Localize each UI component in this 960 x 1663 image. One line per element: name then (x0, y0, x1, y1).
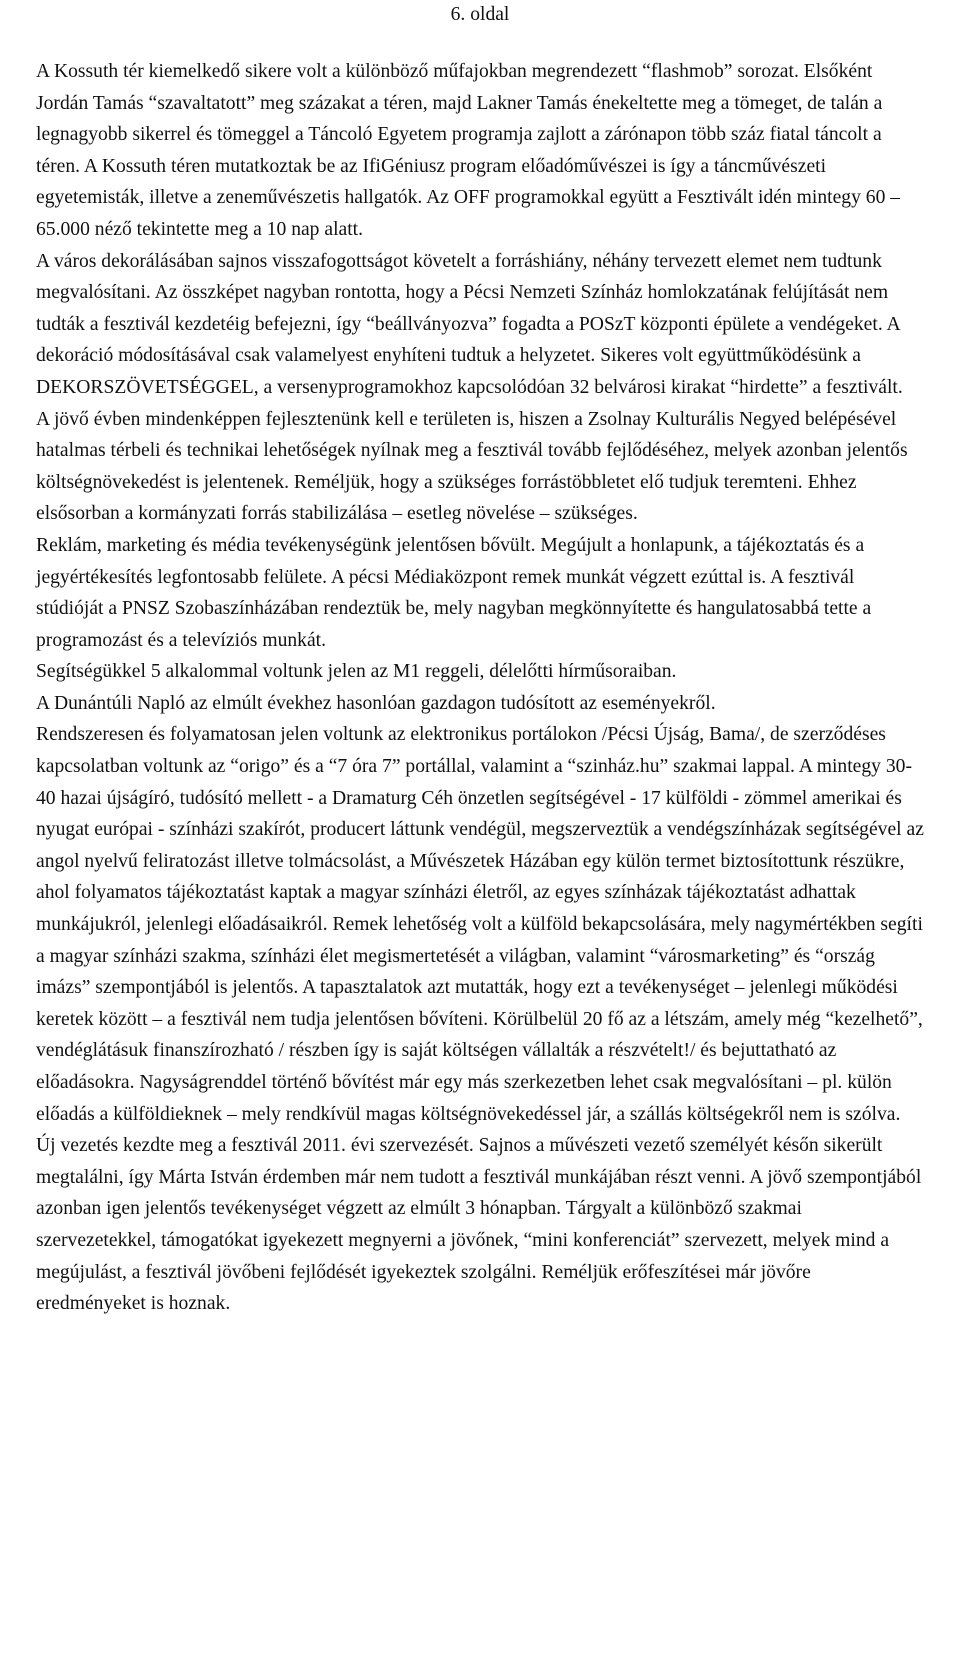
page-number: 6. oldal (450, 4, 510, 25)
paragraph-kossuth-flashmob: A Kossuth tér kiemelkedő sikere volt a különböző műfajokban megrendezett “flashmob” sorozat. Elsőként Jordán Tamás “szavaltatott” meg százakat a téren, majd Lakner Tamás énekeltette meg a tömeget, de talán a legnagyobb sikerrel és tömeggel a Táncoló Egyetem programja zajlott a zárónapon több száz fiatal táncolt a téren. A Kossuth téren mutatkoztak be az IfiGéniusz program előadóművészei is így a táncművészeti egyetemisták, illetve a zeneművészetis hallgatók. Az OFF programokkal együtt a Fesztivált idén mintegy 60 – 65.000 néző tekintette meg a 10 nap alatt. (36, 61, 901, 240)
body-text (36, 56, 924, 1320)
paragraph-marketing-media: Reklám, marketing és média tevékenységünk jelentősen bővült. Megújult a honlapunk, a tájékoztatás és a jegyértékesítés legfontosabb felülete. A pécsi Médiaközpont remek munkát végzett ezúttal is. A fesztivál stúdióját a PNSZ Szobaszínházában rendeztük be, mely nagyban megkönnyítette és hangulatosabbá tette a programozást és a televíziós munkát. (36, 534, 872, 651)
paragraph-dunantuli-naplo: A Dunántúli Napló az elmúlt évekhez hasonlóan gazdagon tudósított az eseményekről. (36, 692, 716, 714)
paragraph-new-leadership: Új vezetés kezdte meg a fesztivál 2011. évi szervezését. Sajnos a művészeti vezető személyét későn sikerült megtalálni, így Márta István érdemben már nem tudott a fesztivál munkájában részt venni. A jövő szempontjából azonban igen jelentős tevékenységet végzett az elmúlt 3 hónapban. Tárgyalt a különböző szakmai szervezetekkel, támogatókat igyekezett megnyerni a jövőnek, “mini konferenciát” szervezett, melyek mind a megújulást, a fesztivál jövőbeni fejlődését igyekeztek szolgálni. Reméljük erőfeszítései már jövőre eredményeket is hoznak. (36, 1135, 922, 1315)
paragraph-future-development: A jövő évben mindenképpen fejlesztenünk kell e területen is, hiszen a Zsolnay Kulturális Negyed belépésével hatalmas térbeli és technikai lehetőségek nyílnak meg a fesztivál tovább fejlődéséhez, melyek azonban jelentős költségnövekedést is jelentenek. Reméljük, hogy a szükséges forrástöbbletet elő tudjuk teremteni. Ehhez elsősorban a kormányzati forrás stabilizálása – esetleg növelése – szükséges. (36, 408, 908, 525)
paragraph-city-decoration: A város dekorálásában sajnos visszafogottságot követelt a forráshiány, néhány tervezett elemet nem tudtunk megvalósítani. Az összképet nagyban rontotta, hogy a Pécsi Nemzeti Színház homlokzatának felújítását nem tudták a fesztivál kezdetéig befejezni, így “beállványozva” fogadta a POSzT központi épülete a vendégeket. A dekoráció módosításával csak valamelyest enyhíteni tudtuk a helyzetet. Sikeres volt együttműködésünk a DEKORSZÖVETSÉGGEL, a versenyprogramokhoz kapcsolódóan 32 belvárosi kirakat “hirdette” a fesztivált. (36, 250, 903, 398)
document-page (36, 0, 924, 1320)
paragraph-online-portals-foreign-guests: Rendszeresen és folyamatosan jelen voltunk az elektronikus portálokon /Pécsi Újság, Bama/, de szerződéses kapcsolatban voltunk az “origo” és a “7 óra 7” portállal, valamint a “szinház.hu” szakmai lappal. A mintegy 30-40 hazai újságíró, tudósító mellett - a Dramaturg Céh önzetlen segítségével - 17 külföldi - zömmel amerikai és nyugat európai - színházi szakírót, producert láttunk vendégül, megszerveztük a vendégszínházak segítségével az angol nyelvű feliratozást illetve tolmácsolást, a Művészetek Házában egy külön termet biztosítottunk részükre, ahol folyamatos tájékoztatást kaptak a magyar színházi életről, az egyes színházak tájékoztatást adhattak munkájukról, jelenlegi előadásaikról. Remek lehetőség volt a külföld bekapcsolására, mely nagymértékben segíti a magyar színházi szakma, színházi élet megismertetését a világban, valamint “városmarketing” és “ország imázs” szempontjából is jelentős. A tapasztalatok azt mutatták, hogy ezt a tevékenységet – jelenlegi működési keretek között – a fesztivál nem tudja jelentősen bővíteni. Körülbelül 20 fő az a létszám, amely még “kezelhető”, vendéglátásuk finanszírozható / részben így is saját költségen vállalták a részvételt!/ és bejuttatható az előadásokra. Nagyságrenddel történő bővítést már egy más szerkezetben lehet csak megvalósítani – pl. külön előadás a külföldieknek – mely rendkívül magas költségnövekedéssel jár, a szállás költségekről nem is szólva. (36, 724, 924, 1125)
paragraph-m1-appearances: Segítségükkel 5 alkalommal voltunk jelen az M1 reggeli, délelőtti hírműsoraiban. (36, 661, 677, 683)
